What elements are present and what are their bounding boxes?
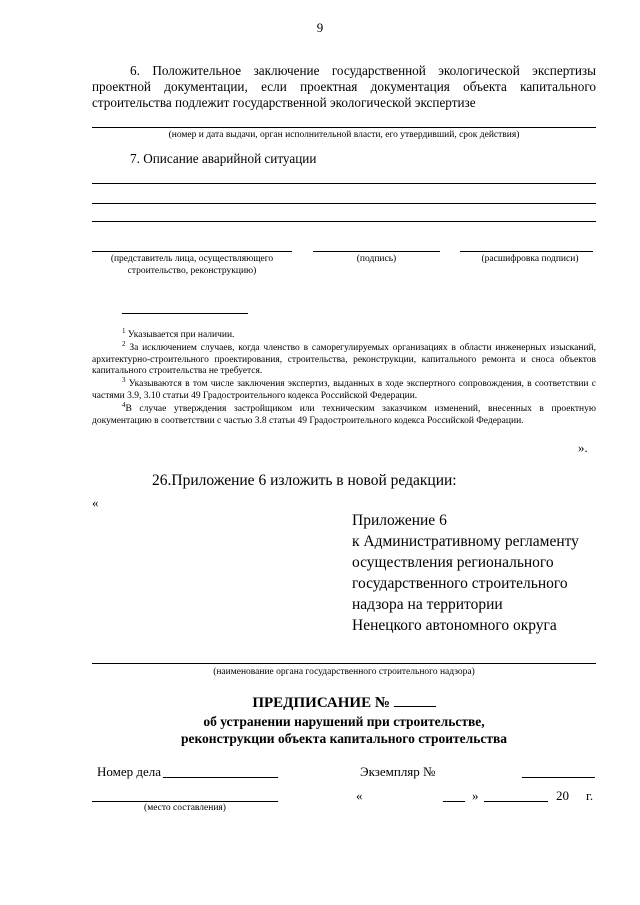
- footnote-3-marker: 3: [122, 376, 126, 384]
- authority-caption: (наименование органа государственного строительного надзора): [213, 667, 475, 677]
- footnote-3-text: Указываются в том числе заключения экспертиз, выданных в ходе экспертного сопровождения, в соответствии с частями 3.9, 3.10 статьи 49 Градостроительного кодекса Российской Федерации.: [92, 379, 596, 401]
- item6-line2: проектной документации, если проектная документация объекта капитального: [92, 79, 596, 94]
- appendix-line-6: Ненецкого автономного округа: [352, 617, 557, 634]
- appendix-line-1: Приложение 6: [352, 512, 447, 529]
- order-title-row: [92, 693, 596, 713]
- footnote-4-marker: 4: [122, 401, 126, 409]
- item6-line1: 6. Положительное заключение государственной экологической экспертизы: [130, 63, 596, 78]
- authority-fill-line: [92, 663, 596, 664]
- date-day-line: [443, 801, 465, 802]
- item6-line3: строительства подлежит государственной экологической экспертизе: [92, 95, 476, 110]
- order-number-line: [394, 706, 436, 707]
- order-subtitle-1: об устранении нарушений при строительстве,: [203, 714, 485, 729]
- appendix-header: [352, 510, 612, 636]
- closing-quote: ».: [578, 440, 588, 455]
- decryption-caption: (расшифровка подписи): [481, 254, 579, 264]
- case-number-line: [163, 777, 278, 778]
- footnote-4: [92, 400, 596, 427]
- footnote-1-text: Указывается при наличии.: [127, 330, 235, 341]
- appendix-line-5: надзора на территории: [352, 596, 503, 613]
- appendix-line-4: государственного строительного: [352, 575, 568, 592]
- decryption-line: [460, 251, 593, 252]
- date-year-suffix: г.: [586, 788, 594, 803]
- footnote-2-text: За исключением случаев, когда членство в саморегулируемых организациях в области инженерных изысканий, архитектурно-строительного проектирования, строительства, реконструкции, капитального ремонта и сноса объектов капитального строительства не требуется.: [92, 343, 596, 377]
- footnote-4-text: В случае утверждения застройщиком или техническим заказчиком изменений, внесенных в проектную документацию в соответствии с частью 3.8 статьи 49 Градостроительного кодекса Российской Федерации.: [92, 404, 596, 426]
- footnote-3: [92, 375, 596, 402]
- signature-line: [313, 251, 440, 252]
- item6-fill-line: [92, 127, 596, 128]
- case-number-label: Номер дела: [97, 764, 162, 779]
- footnote-2: [92, 339, 596, 378]
- order-subtitle-2: реконструкции объекта капитального строительства: [180, 731, 508, 746]
- place-caption: (место составления): [144, 803, 226, 813]
- place-line: [92, 801, 278, 802]
- item26-heading: 26.Приложение 6 изложить в новой редакции:: [152, 472, 457, 489]
- item7-fill-line-1: [92, 183, 596, 184]
- footnote-1-marker: 1: [122, 327, 126, 335]
- item7-fill-line-2: [92, 203, 596, 204]
- date-close-quote: »: [472, 788, 479, 803]
- date-year: 20: [556, 788, 569, 803]
- opening-quote: «: [92, 495, 99, 510]
- representative-line: [92, 251, 292, 252]
- item6-paragraph: [92, 63, 596, 79]
- item7-fill-line-3: [92, 221, 596, 222]
- footnote-separator: [122, 313, 248, 314]
- item7-heading: 7. Описание аварийной ситуации: [130, 151, 317, 166]
- item6-caption: (номер и дата выдачи, орган исполнительной власти, его утвердивший, срок действия): [168, 130, 520, 140]
- copy-number-line: [522, 777, 595, 778]
- footnote-2-marker: 2: [122, 340, 126, 348]
- signature-caption: (подпись): [356, 254, 397, 264]
- representative-caption: (представитель лица, осуществляющего строительство, реконструкцию): [110, 254, 274, 276]
- appendix-line-2: к Административному регламенту: [352, 533, 579, 550]
- date-open-quote: «: [356, 788, 363, 803]
- appendix-line-3: осуществления регионального: [352, 554, 554, 571]
- copy-label: Экземпляр №: [360, 764, 436, 779]
- page-number: 9: [316, 20, 324, 35]
- order-title: ПРЕДПИСАНИЕ №: [252, 695, 390, 711]
- date-month-line: [484, 801, 548, 802]
